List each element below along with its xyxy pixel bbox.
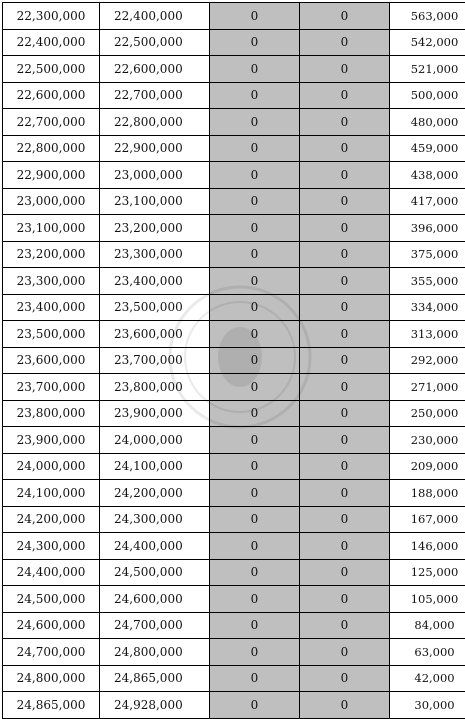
shaded-value-cell-b: 0 <box>300 109 390 136</box>
shaded-value-cell-b: 0 <box>300 215 390 242</box>
shaded-value-cell-a: 0 <box>210 665 300 692</box>
table-row <box>3 506 465 533</box>
range-from-cell: 22,400,000 <box>3 29 100 56</box>
shaded-value-cell-a: 0 <box>210 3 300 30</box>
table-row <box>3 135 465 162</box>
shaded-value-cell-a: 0 <box>210 692 300 719</box>
amount-cell: 459,000 <box>390 135 465 162</box>
table-row <box>3 162 465 189</box>
range-to-cell: 24,700,000 <box>100 612 210 639</box>
shaded-value-cell-a: 0 <box>210 321 300 348</box>
tax-table <box>2 2 465 719</box>
tax-table-body <box>3 3 465 719</box>
amount-cell: 42,000 <box>390 665 465 692</box>
table-row <box>3 612 465 639</box>
shaded-value-cell-b: 0 <box>300 559 390 586</box>
table-row <box>3 480 465 507</box>
shaded-value-cell-b: 0 <box>300 268 390 295</box>
shaded-value-cell-a: 0 <box>210 586 300 613</box>
amount-cell: 230,000 <box>390 427 465 454</box>
range-from-cell: 24,400,000 <box>3 559 100 586</box>
shaded-value-cell-b: 0 <box>300 82 390 109</box>
amount-cell: 63,000 <box>390 639 465 666</box>
range-to-cell: 23,300,000 <box>100 241 210 268</box>
range-from-cell: 22,700,000 <box>3 109 100 136</box>
shaded-value-cell-a: 0 <box>210 82 300 109</box>
amount-cell: 105,000 <box>390 586 465 613</box>
range-from-cell: 22,600,000 <box>3 82 100 109</box>
shaded-value-cell-b: 0 <box>300 162 390 189</box>
table-row <box>3 82 465 109</box>
shaded-value-cell-b: 0 <box>300 506 390 533</box>
shaded-value-cell-a: 0 <box>210 559 300 586</box>
shaded-value-cell-b: 0 <box>300 612 390 639</box>
shaded-value-cell-a: 0 <box>210 533 300 560</box>
table-row <box>3 268 465 295</box>
table-row <box>3 453 465 480</box>
shaded-value-cell-a: 0 <box>210 639 300 666</box>
range-to-cell: 22,700,000 <box>100 82 210 109</box>
shaded-value-cell-b: 0 <box>300 665 390 692</box>
range-to-cell: 23,200,000 <box>100 215 210 242</box>
range-to-cell: 24,100,000 <box>100 453 210 480</box>
shaded-value-cell-a: 0 <box>210 162 300 189</box>
range-from-cell: 24,100,000 <box>3 480 100 507</box>
shaded-value-cell-a: 0 <box>210 56 300 83</box>
table-row <box>3 427 465 454</box>
amount-cell: 188,000 <box>390 480 465 507</box>
shaded-value-cell-b: 0 <box>300 29 390 56</box>
shaded-value-cell-a: 0 <box>210 241 300 268</box>
amount-cell: 563,000 <box>390 3 465 30</box>
tax-table-container <box>2 2 463 719</box>
shaded-value-cell-a: 0 <box>210 506 300 533</box>
range-from-cell: 22,800,000 <box>3 135 100 162</box>
range-to-cell: 24,600,000 <box>100 586 210 613</box>
table-row <box>3 241 465 268</box>
range-from-cell: 23,000,000 <box>3 188 100 215</box>
shaded-value-cell-b: 0 <box>300 453 390 480</box>
range-to-cell: 24,200,000 <box>100 480 210 507</box>
amount-cell: 146,000 <box>390 533 465 560</box>
table-row <box>3 3 465 30</box>
range-to-cell: 22,900,000 <box>100 135 210 162</box>
range-from-cell: 23,900,000 <box>3 427 100 454</box>
shaded-value-cell-b: 0 <box>300 294 390 321</box>
shaded-value-cell-b: 0 <box>300 3 390 30</box>
shaded-value-cell-b: 0 <box>300 241 390 268</box>
shaded-value-cell-b: 0 <box>300 400 390 427</box>
table-row <box>3 29 465 56</box>
shaded-value-cell-b: 0 <box>300 374 390 401</box>
shaded-value-cell-a: 0 <box>210 215 300 242</box>
table-row <box>3 347 465 374</box>
range-from-cell: 24,000,000 <box>3 453 100 480</box>
amount-cell: 313,000 <box>390 321 465 348</box>
table-row <box>3 374 465 401</box>
table-row <box>3 188 465 215</box>
amount-cell: 542,000 <box>390 29 465 56</box>
shaded-value-cell-a: 0 <box>210 29 300 56</box>
range-from-cell: 22,500,000 <box>3 56 100 83</box>
range-to-cell: 23,900,000 <box>100 400 210 427</box>
table-row <box>3 109 465 136</box>
amount-cell: 375,000 <box>390 241 465 268</box>
shaded-value-cell-a: 0 <box>210 612 300 639</box>
range-to-cell: 23,800,000 <box>100 374 210 401</box>
table-row <box>3 586 465 613</box>
shaded-value-cell-b: 0 <box>300 692 390 719</box>
amount-cell: 209,000 <box>390 453 465 480</box>
range-from-cell: 23,600,000 <box>3 347 100 374</box>
shaded-value-cell-a: 0 <box>210 453 300 480</box>
range-from-cell: 23,100,000 <box>3 215 100 242</box>
range-from-cell: 23,200,000 <box>3 241 100 268</box>
table-row <box>3 56 465 83</box>
table-row <box>3 215 465 242</box>
range-from-cell: 24,200,000 <box>3 506 100 533</box>
shaded-value-cell-b: 0 <box>300 480 390 507</box>
range-to-cell: 24,400,000 <box>100 533 210 560</box>
table-row <box>3 665 465 692</box>
range-to-cell: 22,400,000 <box>100 3 210 30</box>
amount-cell: 84,000 <box>390 612 465 639</box>
range-from-cell: 24,800,000 <box>3 665 100 692</box>
shaded-value-cell-a: 0 <box>210 294 300 321</box>
amount-cell: 396,000 <box>390 215 465 242</box>
amount-cell: 500,000 <box>390 82 465 109</box>
shaded-value-cell-a: 0 <box>210 480 300 507</box>
range-from-cell: 22,300,000 <box>3 3 100 30</box>
amount-cell: 167,000 <box>390 506 465 533</box>
range-to-cell: 23,700,000 <box>100 347 210 374</box>
shaded-value-cell-b: 0 <box>300 533 390 560</box>
amount-cell: 292,000 <box>390 347 465 374</box>
range-to-cell: 24,800,000 <box>100 639 210 666</box>
shaded-value-cell-b: 0 <box>300 347 390 374</box>
shaded-value-cell-a: 0 <box>210 268 300 295</box>
range-from-cell: 22,900,000 <box>3 162 100 189</box>
amount-cell: 355,000 <box>390 268 465 295</box>
range-to-cell: 23,100,000 <box>100 188 210 215</box>
range-to-cell: 24,000,000 <box>100 427 210 454</box>
table-row <box>3 559 465 586</box>
shaded-value-cell-b: 0 <box>300 56 390 83</box>
range-to-cell: 23,000,000 <box>100 162 210 189</box>
range-from-cell: 24,700,000 <box>3 639 100 666</box>
amount-cell: 125,000 <box>390 559 465 586</box>
table-row <box>3 692 465 719</box>
shaded-value-cell-b: 0 <box>300 586 390 613</box>
amount-cell: 521,000 <box>390 56 465 83</box>
range-to-cell: 22,500,000 <box>100 29 210 56</box>
shaded-value-cell-b: 0 <box>300 135 390 162</box>
range-from-cell: 23,500,000 <box>3 321 100 348</box>
range-from-cell: 23,300,000 <box>3 268 100 295</box>
range-to-cell: 22,600,000 <box>100 56 210 83</box>
amount-cell: 480,000 <box>390 109 465 136</box>
amount-cell: 250,000 <box>390 400 465 427</box>
shaded-value-cell-a: 0 <box>210 135 300 162</box>
shaded-value-cell-a: 0 <box>210 374 300 401</box>
range-from-cell: 24,500,000 <box>3 586 100 613</box>
range-to-cell: 24,928,000 <box>100 692 210 719</box>
range-to-cell: 24,300,000 <box>100 506 210 533</box>
range-from-cell: 24,300,000 <box>3 533 100 560</box>
range-to-cell: 24,500,000 <box>100 559 210 586</box>
amount-cell: 417,000 <box>390 188 465 215</box>
range-to-cell: 22,800,000 <box>100 109 210 136</box>
range-to-cell: 23,600,000 <box>100 321 210 348</box>
amount-cell: 30,000 <box>390 692 465 719</box>
shaded-value-cell-a: 0 <box>210 347 300 374</box>
shaded-value-cell-b: 0 <box>300 321 390 348</box>
shaded-value-cell-a: 0 <box>210 427 300 454</box>
table-row <box>3 533 465 560</box>
amount-cell: 271,000 <box>390 374 465 401</box>
shaded-value-cell-b: 0 <box>300 427 390 454</box>
shaded-value-cell-a: 0 <box>210 188 300 215</box>
range-from-cell: 23,800,000 <box>3 400 100 427</box>
shaded-value-cell-a: 0 <box>210 400 300 427</box>
shaded-value-cell-a: 0 <box>210 109 300 136</box>
range-to-cell: 24,865,000 <box>100 665 210 692</box>
table-row <box>3 321 465 348</box>
table-row <box>3 294 465 321</box>
shaded-value-cell-b: 0 <box>300 188 390 215</box>
amount-cell: 334,000 <box>390 294 465 321</box>
shaded-value-cell-b: 0 <box>300 639 390 666</box>
range-from-cell: 23,700,000 <box>3 374 100 401</box>
amount-cell: 438,000 <box>390 162 465 189</box>
table-row <box>3 400 465 427</box>
range-from-cell: 23,400,000 <box>3 294 100 321</box>
range-to-cell: 23,400,000 <box>100 268 210 295</box>
table-row <box>3 639 465 666</box>
range-from-cell: 24,600,000 <box>3 612 100 639</box>
range-to-cell: 23,500,000 <box>100 294 210 321</box>
range-from-cell: 24,865,000 <box>3 692 100 719</box>
